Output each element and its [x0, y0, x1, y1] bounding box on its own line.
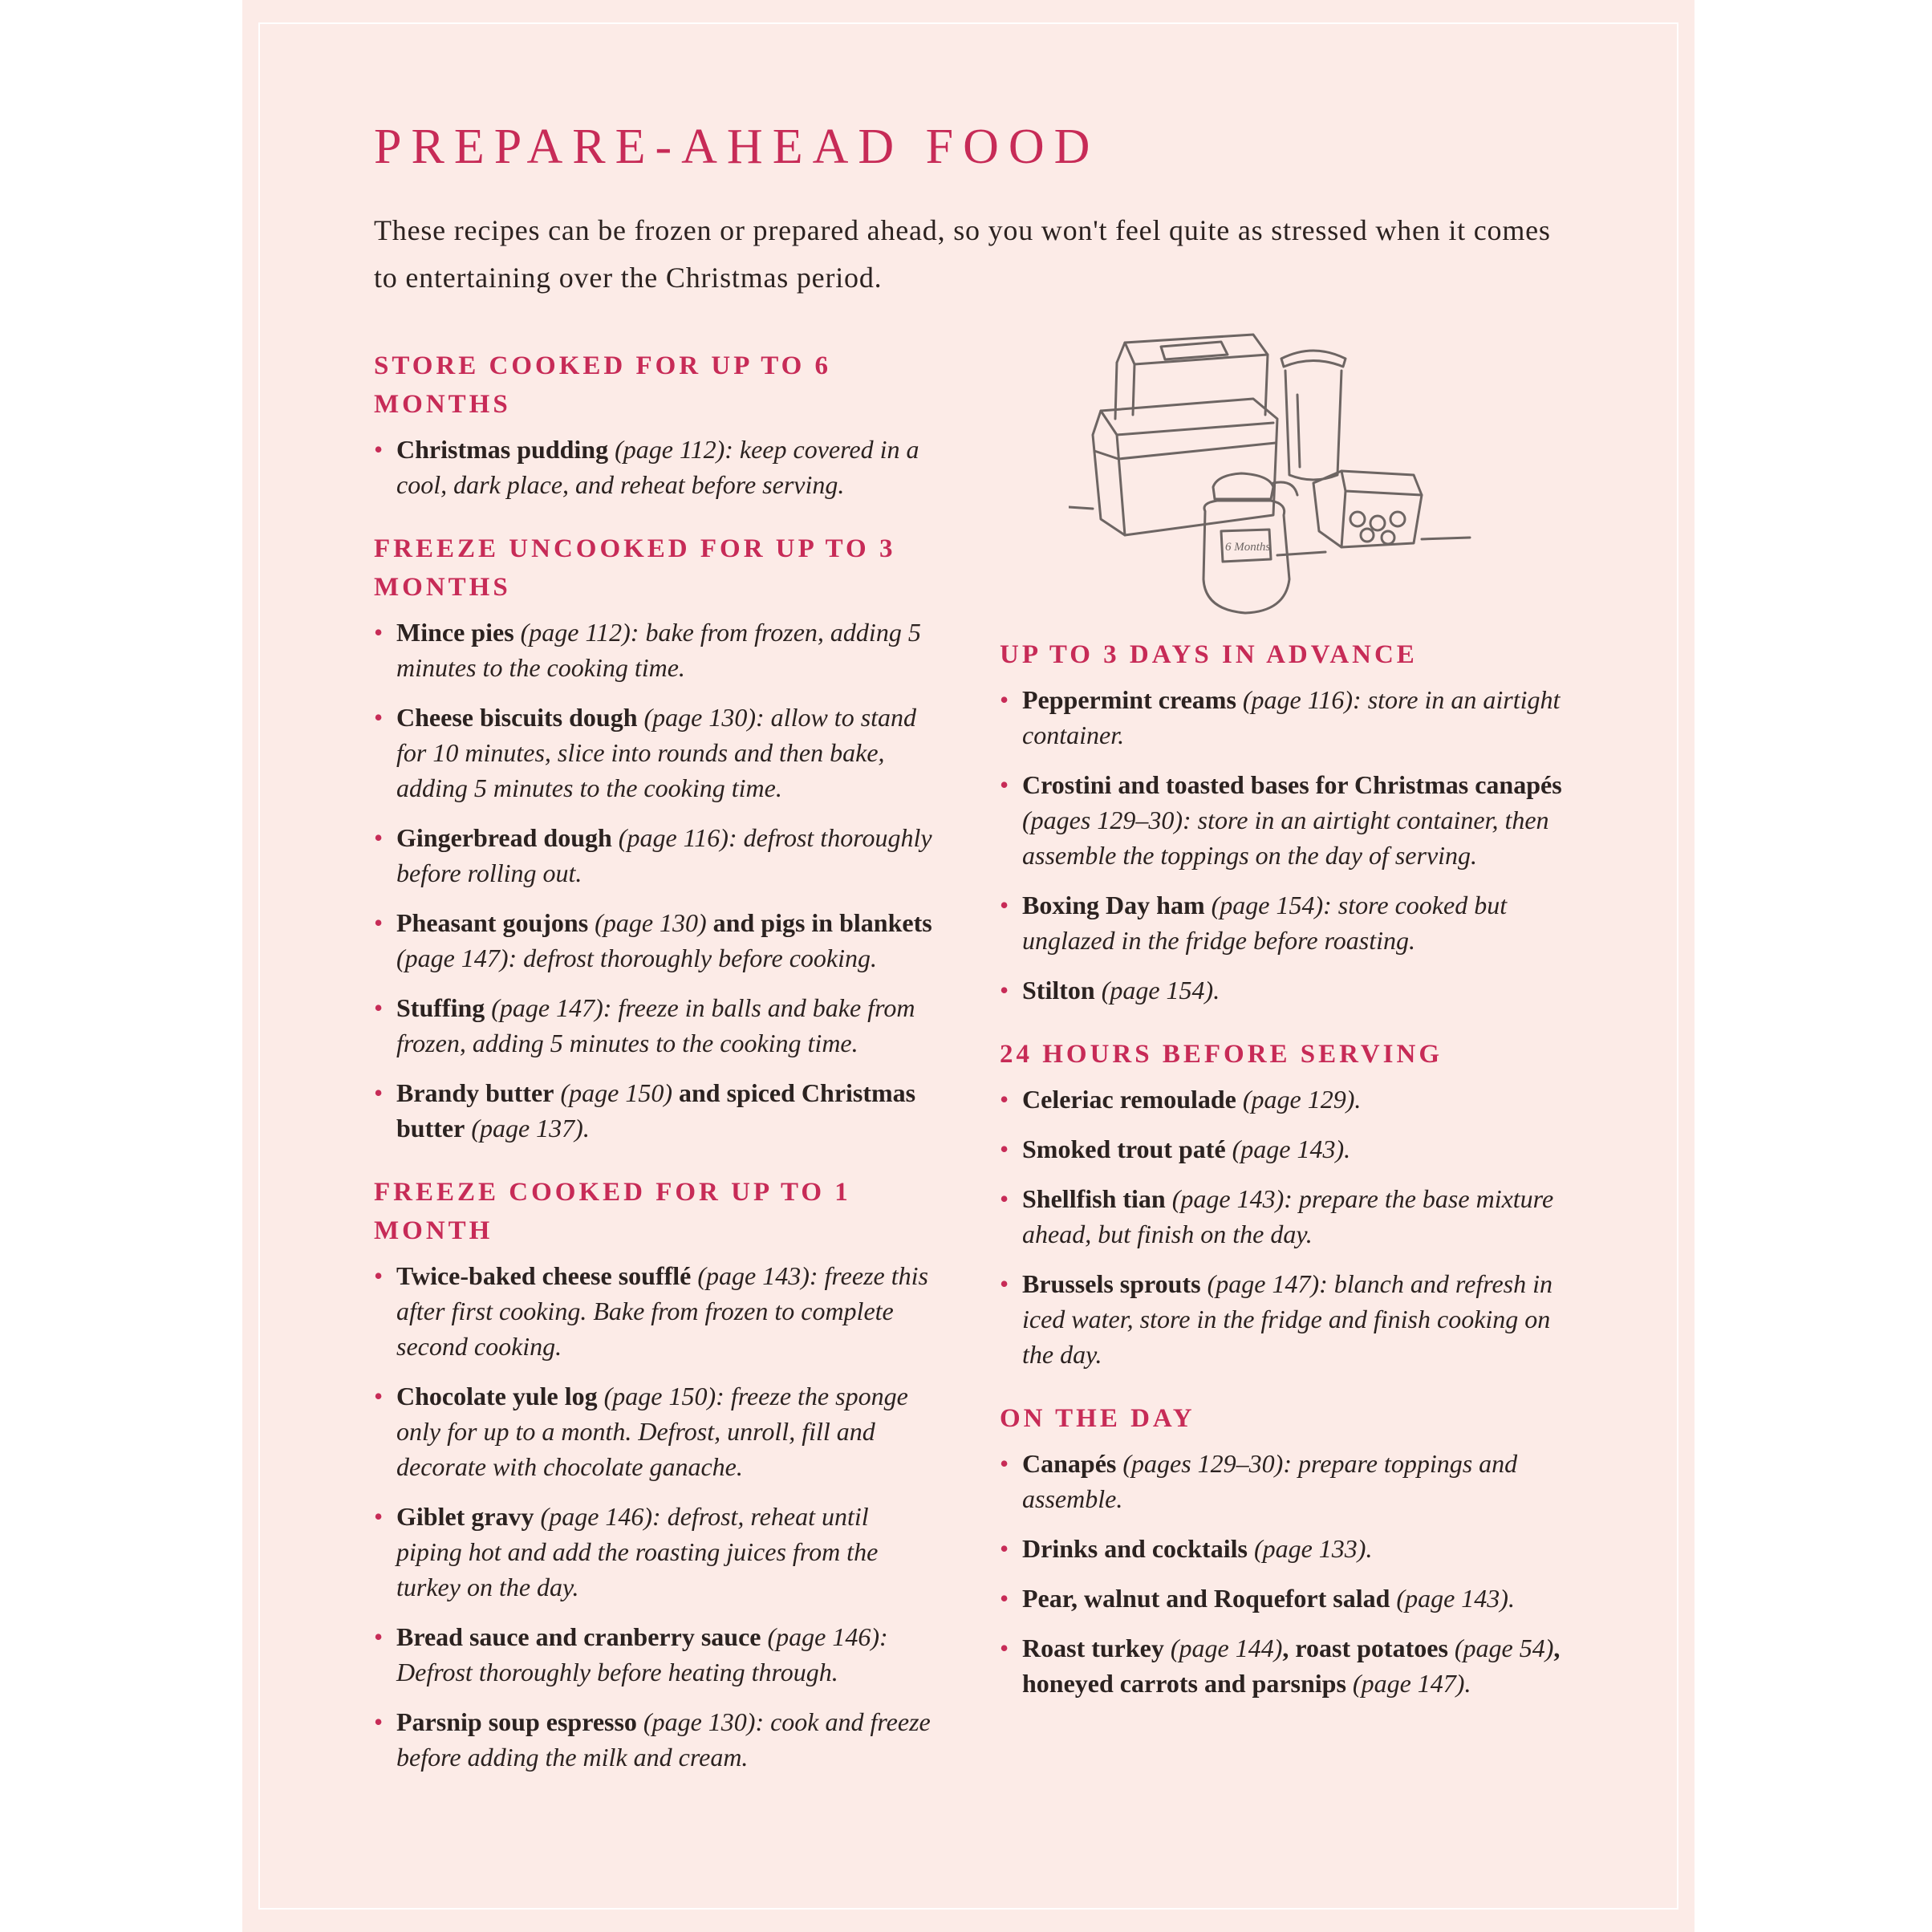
item-name: Parsnip soup espresso	[396, 1707, 637, 1736]
page-reference: (page 112)	[615, 435, 725, 464]
item-name: Pheasant goujons	[396, 908, 589, 937]
section	[1000, 1399, 1577, 1701]
page-reference: (page 129)	[1242, 1085, 1355, 1114]
item-note: : freeze this after first cooking. Bake from frozen to complete second cooking.	[396, 1261, 928, 1361]
list-item	[1000, 1082, 1577, 1117]
section-heading: FREEZE COOKED FOR UP TO 1 MONTH	[374, 1178, 851, 1245]
page-reference: (page 112)	[520, 618, 631, 647]
item-name: Gingerbread dough	[396, 823, 612, 852]
item-note: : bake from frozen, adding 5 minutes to the cooking time.	[396, 618, 921, 682]
page-reference: (pages 129–30)	[1022, 806, 1183, 834]
page-reference: (page 147)	[1207, 1269, 1320, 1298]
item-note: : defrost thoroughly before cooking.	[508, 944, 877, 972]
page-reference: (page 143)	[1232, 1134, 1345, 1163]
section-heading: STORE COOKED FOR UP TO 6 MONTHS	[374, 351, 832, 419]
page-reference: (page 146)	[540, 1502, 653, 1531]
page-reference: (page 116)	[618, 823, 729, 852]
item-note: : store cooked but unglazed in the fridge before roasting.	[1022, 891, 1508, 955]
section	[374, 530, 936, 1146]
item-list	[374, 1258, 936, 1775]
item-name: Boxing Day ham	[1022, 891, 1205, 919]
page-reference: (page 147)	[491, 993, 603, 1022]
item-name: Stuffing	[396, 993, 485, 1022]
item-list	[374, 615, 936, 1146]
list-item	[1000, 682, 1577, 753]
item-name: Christmas pudding	[396, 435, 609, 464]
item-name: Chocolate yule log	[396, 1382, 598, 1410]
item-note: .	[1508, 1584, 1515, 1613]
item-name: Bread sauce and cranberry sauce	[396, 1622, 761, 1651]
item-note: .	[582, 1114, 590, 1143]
item-list	[374, 432, 936, 502]
list-item	[1000, 1266, 1577, 1372]
page-reference: (page 137)	[471, 1114, 583, 1143]
item-name: Cheese biscuits dough	[396, 703, 638, 732]
page-reference: (page 150)	[560, 1078, 672, 1107]
item-note: : prepare toppings and assemble.	[1022, 1449, 1518, 1513]
list-item	[374, 1258, 936, 1364]
item-note: .	[1213, 976, 1220, 1005]
cookbook-page	[242, 0, 1695, 1932]
list-item	[374, 990, 936, 1061]
item-note: : store in an airtight container.	[1022, 685, 1561, 749]
item-name: Peppermint creams	[1022, 685, 1236, 714]
intro-paragraph: These recipes can be frozen or prepared ahead, so you won't feel quite as stressed when it comes to entertaining over the Christmas period.	[374, 214, 1551, 294]
list-item	[1000, 887, 1577, 958]
list-item	[374, 700, 936, 806]
page-reference: (page 143)	[697, 1261, 810, 1290]
list-item	[374, 615, 936, 685]
section-heading: FREEZE UNCOOKED FOR UP TO 3 MONTHS	[374, 534, 896, 602]
list-item	[374, 1619, 936, 1690]
item-name: Pear, walnut and Roquefort salad	[1022, 1584, 1390, 1613]
page-reference: (page 116)	[1242, 685, 1354, 714]
item-name: Brussels sprouts	[1022, 1269, 1201, 1298]
item-name: Crostini and toasted bases for Christmas canapés	[1022, 770, 1562, 799]
list-item	[1000, 1181, 1577, 1252]
list-item	[1000, 1531, 1577, 1566]
item-note: : freeze in balls and bake from frozen, adding 5 minutes to the cooking time.	[396, 993, 915, 1057]
list-item	[374, 820, 936, 891]
item-note: : cook and freeze before adding the milk and cream.	[396, 1707, 931, 1772]
page-reference: (page 150)	[603, 1382, 716, 1410]
item-name: and pigs in blankets	[706, 908, 932, 937]
list-item	[374, 1378, 936, 1484]
item-note: : store in an airtight container, then assemble the toppings on the day of serving.	[1022, 806, 1549, 870]
page-reference: (page 130)	[643, 703, 757, 732]
list-item	[374, 1075, 936, 1146]
page-reference: (page 130)	[595, 908, 707, 937]
page-reference: (page 147)	[1352, 1669, 1465, 1698]
list-item	[1000, 972, 1577, 1008]
item-note: : defrost thoroughly before rolling out.	[396, 823, 932, 887]
item-note: : freeze the sponge only for up to a month. Defrost, unroll, fill and decorate with chocolate ganache.	[396, 1382, 908, 1481]
page-title: PREPARE-AHEAD FOOD	[374, 120, 1100, 174]
item-note: .	[1344, 1134, 1351, 1163]
item-note: .	[1366, 1534, 1373, 1563]
item-name: , honeyed carrots and parsnips	[1022, 1634, 1561, 1698]
item-name: Drinks and cocktails	[1022, 1534, 1248, 1563]
page-reference: (page 133)	[1253, 1534, 1366, 1563]
item-name: Stilton	[1022, 976, 1095, 1005]
item-list	[1000, 1446, 1577, 1701]
list-item	[374, 905, 936, 976]
list-item	[374, 1704, 936, 1775]
section	[374, 347, 936, 502]
list-item	[1000, 767, 1577, 873]
item-list	[1000, 682, 1577, 1008]
right-column	[1000, 635, 1577, 1728]
section	[1000, 635, 1577, 1008]
item-name: Brandy butter	[396, 1078, 554, 1107]
jar-label: 6 Months	[1225, 541, 1271, 554]
item-name: and spiced Christmas butter	[396, 1078, 916, 1143]
item-name: , roast potatoes	[1282, 1634, 1448, 1662]
item-name: Roast turkey	[1022, 1634, 1164, 1662]
item-note: .	[1354, 1085, 1362, 1114]
item-name: Giblet gravy	[396, 1502, 534, 1531]
item-name: Smoked trout paté	[1022, 1134, 1226, 1163]
section-heading: ON THE DAY	[1000, 1404, 1195, 1433]
left-column	[374, 347, 936, 1802]
item-note: : Defrost thoroughly before heating through.	[396, 1622, 888, 1686]
item-name: Twice-baked cheese soufflé	[396, 1261, 692, 1290]
page-reference: (page 144)	[1170, 1634, 1283, 1662]
item-name: Celeriac remoulade	[1022, 1085, 1236, 1114]
item-note: : allow to stand for 10 minutes, slice into rounds and then bake, adding 5 minutes to the cooking time.	[396, 703, 917, 802]
list-item	[374, 1499, 936, 1605]
item-note: : prepare the base mixture ahead, but finish on the day.	[1022, 1184, 1554, 1248]
item-note: : keep covered in a cool, dark place, and reheat before serving.	[396, 435, 919, 499]
item-name: Canapés	[1022, 1449, 1117, 1478]
item-note: : defrost, reheat until piping hot and add the roasting juices from the turkey on the day.	[396, 1502, 879, 1601]
section-heading: UP TO 3 DAYS IN ADVANCE	[1000, 640, 1418, 669]
list-item	[374, 432, 936, 502]
list-item	[1000, 1446, 1577, 1516]
list-item	[1000, 1581, 1577, 1616]
page-reference: (page 146)	[767, 1622, 879, 1651]
item-note: : blanch and refresh in iced water, store in the fridge and finish cooking on the day.	[1022, 1269, 1553, 1369]
item-name: Mince pies	[396, 618, 514, 647]
item-name: Shellfish tian	[1022, 1184, 1166, 1213]
page-reference: (page 147)	[396, 944, 509, 972]
section	[1000, 1035, 1577, 1372]
item-note: .	[1464, 1669, 1471, 1698]
page-reference: (page 143)	[1396, 1584, 1508, 1613]
list-item	[1000, 1630, 1577, 1701]
section	[374, 1173, 936, 1775]
list-item	[1000, 1131, 1577, 1167]
page-reference: (pages 129–30)	[1122, 1449, 1284, 1478]
page-reference: (page 143)	[1171, 1184, 1285, 1213]
page-reference: (page 154)	[1101, 976, 1214, 1005]
section-heading: 24 HOURS BEFORE SERVING	[1000, 1040, 1443, 1069]
page-reference: (page 54)	[1454, 1634, 1554, 1662]
page-reference: (page 130)	[643, 1707, 756, 1736]
item-list	[1000, 1082, 1577, 1372]
page-reference: (page 154)	[1211, 891, 1324, 919]
storage-containers-illustration	[1069, 315, 1711, 619]
